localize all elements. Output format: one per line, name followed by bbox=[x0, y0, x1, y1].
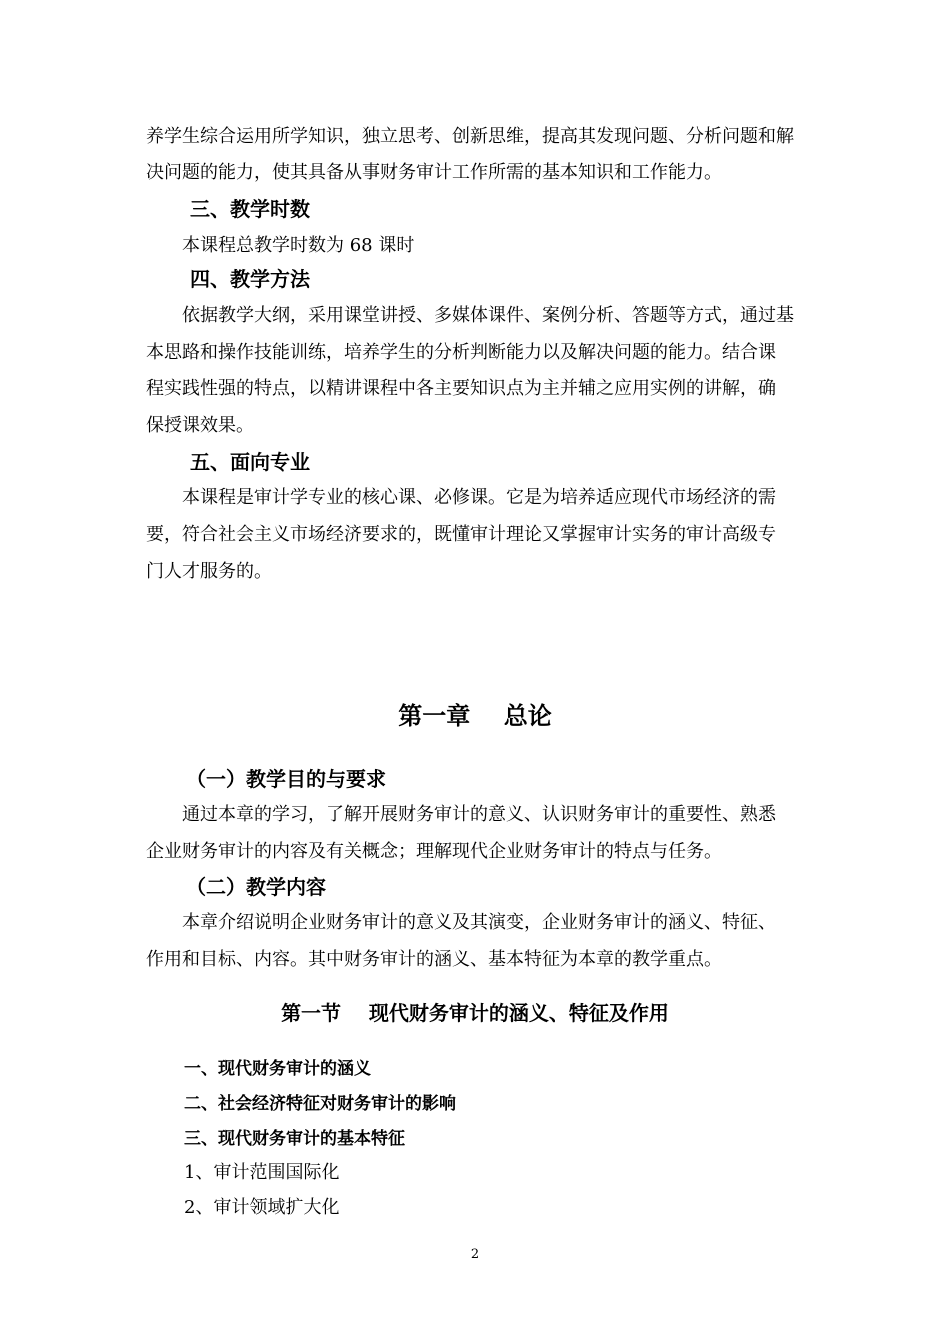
paragraph-line: 本课程是审计学专业的核心课、必修课。它是为培养适应现代市场经济的需 bbox=[182, 487, 776, 508]
outline-item: 三、现代财务审计的基本特征 bbox=[184, 1129, 405, 1149]
section-title: 第一节 现代财务审计的涵义、特征及作用 bbox=[281, 1001, 669, 1025]
paragraph-line: 依据教学大纲，采用课堂讲授、多媒体课件、案例分析、答题等方式，通过基 bbox=[182, 305, 794, 326]
paragraph-line: 通过本章的学习，了解开展财务审计的意义、认识财务审计的重要性、熟悉 bbox=[182, 804, 776, 825]
paragraph-line: 门人才服务的。 bbox=[146, 561, 272, 582]
subheading-content: （二）教学内容 bbox=[186, 875, 326, 899]
hours-text: 本课程总教学时数为 68 课时 bbox=[182, 235, 415, 256]
section-heading-hours: 三、教学时数 bbox=[190, 197, 310, 221]
paragraph-line: 本思路和操作技能训练，培养学生的分析判断能力以及解决问题的能力。结合课 bbox=[146, 342, 776, 363]
section-heading-major: 五、面向专业 bbox=[190, 450, 310, 474]
chapter-title: 第一章 总论 bbox=[398, 702, 552, 730]
paragraph-line: 决问题的能力，使其具备从事财务审计工作所需的基本知识和工作能力。 bbox=[146, 162, 722, 183]
outline-item: 二、社会经济特征对财务审计的影响 bbox=[184, 1094, 456, 1114]
section-heading-method: 四、教学方法 bbox=[190, 267, 310, 291]
paragraph-line: 保授课效果。 bbox=[146, 415, 254, 436]
outline-item: 一、现代财务审计的涵义 bbox=[184, 1059, 371, 1079]
paragraph-line: 本章介绍说明企业财务审计的意义及其演变，企业财务审计的涵义、特征、 bbox=[182, 912, 776, 933]
paragraph-line: 养学生综合运用所学知识，独立思考、创新思维，提高其发现问题、分析问题和解 bbox=[146, 126, 794, 147]
paragraph-line: 要，符合社会主义市场经济要求的，既懂审计理论又掌握审计实务的审计高级专 bbox=[146, 524, 776, 545]
page-number: 2 bbox=[470, 1247, 480, 1262]
outline-subitem: 2、审计领域扩大化 bbox=[184, 1197, 340, 1218]
subheading-goal: （一）教学目的与要求 bbox=[186, 767, 386, 791]
paragraph-line: 程实践性强的特点，以精讲课程中各主要知识点为主并辅之应用实例的讲解，确 bbox=[146, 378, 776, 399]
paragraph-line: 企业财务审计的内容及有关概念；理解现代企业财务审计的特点与任务。 bbox=[146, 841, 722, 862]
paragraph-line: 作用和目标、内容。其中财务审计的涵义、基本特征为本章的教学重点。 bbox=[146, 949, 722, 970]
outline-subitem: 1、审计范围国际化 bbox=[184, 1162, 340, 1183]
